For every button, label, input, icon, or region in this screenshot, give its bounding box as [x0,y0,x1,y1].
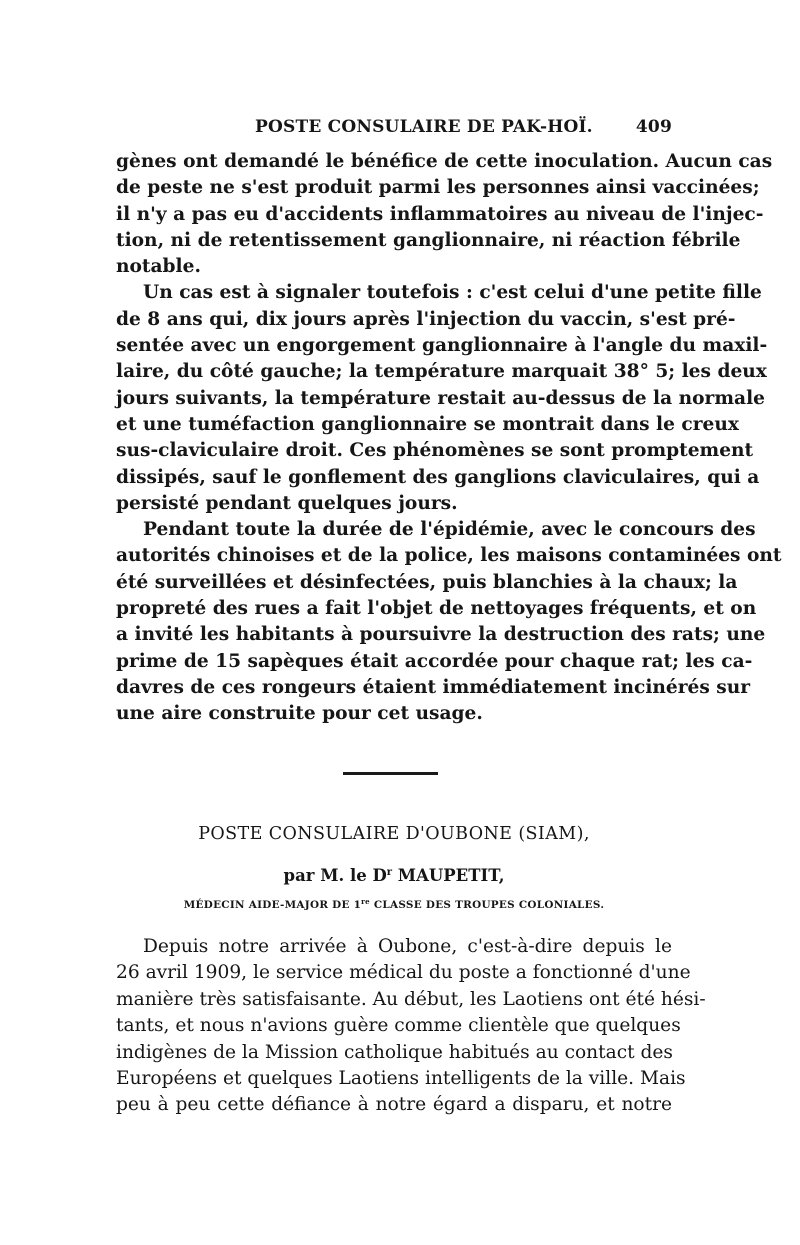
author-title-before: MÉDECIN AIDE-MAJOR DE 1 [183,899,362,911]
page-number: 409 [635,117,672,137]
section-title: POSTE CONSULAIRE D'OUBONE (SIAM), [198,824,590,844]
text-line: 26 avril 1909, le service médical du poste a fonctionné d'une [116,962,691,984]
author-title-superscript: re [361,897,370,906]
text-line: manière très satisfaisante. Au début, les Laotiens ont été hési- [116,988,706,1010]
text-line: une aire construite pour cet usage. [116,703,483,725]
text-line: Depuis notre arrivée à Oubone, c'est-à-dire depuis le [143,936,672,957]
text-line: peu à peu cette défiance à notre égard a disparu, et notre [116,1094,672,1116]
text-line: autorités chinoises et de la police, les maisons contaminées ont [116,545,782,567]
text-line: davres de ces rongeurs étaient immédiatement incinérés sur [116,676,751,698]
text-line: laire, du côté gauche; la température marquait 38° 5; les deux [116,361,767,383]
text-line: de peste ne s'est produit parmi les personnes ainsi vaccinées; [116,177,760,199]
byline-prefix: par M. le D [283,866,387,885]
text-line: de 8 ans qui, dix jours après l'injection du vaccin, s'est pré- [116,308,736,330]
text-line: sus-claviculaire droit. Ces phénomènes se sont promptement [116,440,754,462]
text-line: indigènes de la Mission catholique habitués au contact des [116,1041,673,1063]
byline-author-name: MAUPETIT, [392,866,505,885]
running-head [116,117,672,143]
text-line: tants, et nous n'avions guère comme clientèle que quelques [116,1015,681,1037]
text-line: il n'y a pas eu d'accidents inflammatoires au niveau de l'injec- [116,203,764,225]
text-line: jours suivants, la température restait au-dessus de la normale [116,387,765,409]
running-head-title: POSTE CONSULAIRE DE PAK-HOÏ. [255,117,593,137]
text-line: gènes ont demandé le bénéfice de cette inoculation. Aucun cas [116,151,773,172]
body-text-bottom [116,934,706,1119]
text-line: Européens et quelques Laotiens intelligents de la ville. Mais [116,1067,686,1089]
section-divider-rule [343,772,438,775]
byline [116,866,672,885]
byline-superscript: r [386,867,393,878]
text-line: a invité les habitants à poursuivre la destruction des rats; une [116,624,766,646]
body-text-top [116,149,782,728]
text-line: propreté des rues a fait l'objet de nettoyages fréquents, et on [116,598,757,620]
text-line: et une tuméfaction ganglionnaire se montrait dans le creux [116,413,739,435]
author-title [116,897,672,911]
text-line: tion, ni de retentissement ganglionnaire, ni réaction fébrile [116,229,741,251]
author-title-after: CLASSE DES TROUPES COLONIALES. [369,899,605,911]
text-line: dissipés, sauf le gonflement des ganglions claviculaires, qui a [116,466,760,488]
text-line: notable. [116,256,201,278]
text-line: été surveillées et désinfectées, puis blanchies à la chaux; la [116,571,738,593]
text-line: persisté pendant quelques jours. [116,492,458,514]
text-line: Un cas est à signaler toutefois : c'est celui d'une petite fille [143,282,762,304]
text-line: sentée avec un engorgement ganglionnaire à l'angle du maxil- [116,335,768,357]
text-line: prime de 15 sapèques était accordée pour chaque rat; les ca- [116,650,753,672]
text-line: Pendant toute la durée de l'épidémie, avec le concours des [143,519,756,541]
